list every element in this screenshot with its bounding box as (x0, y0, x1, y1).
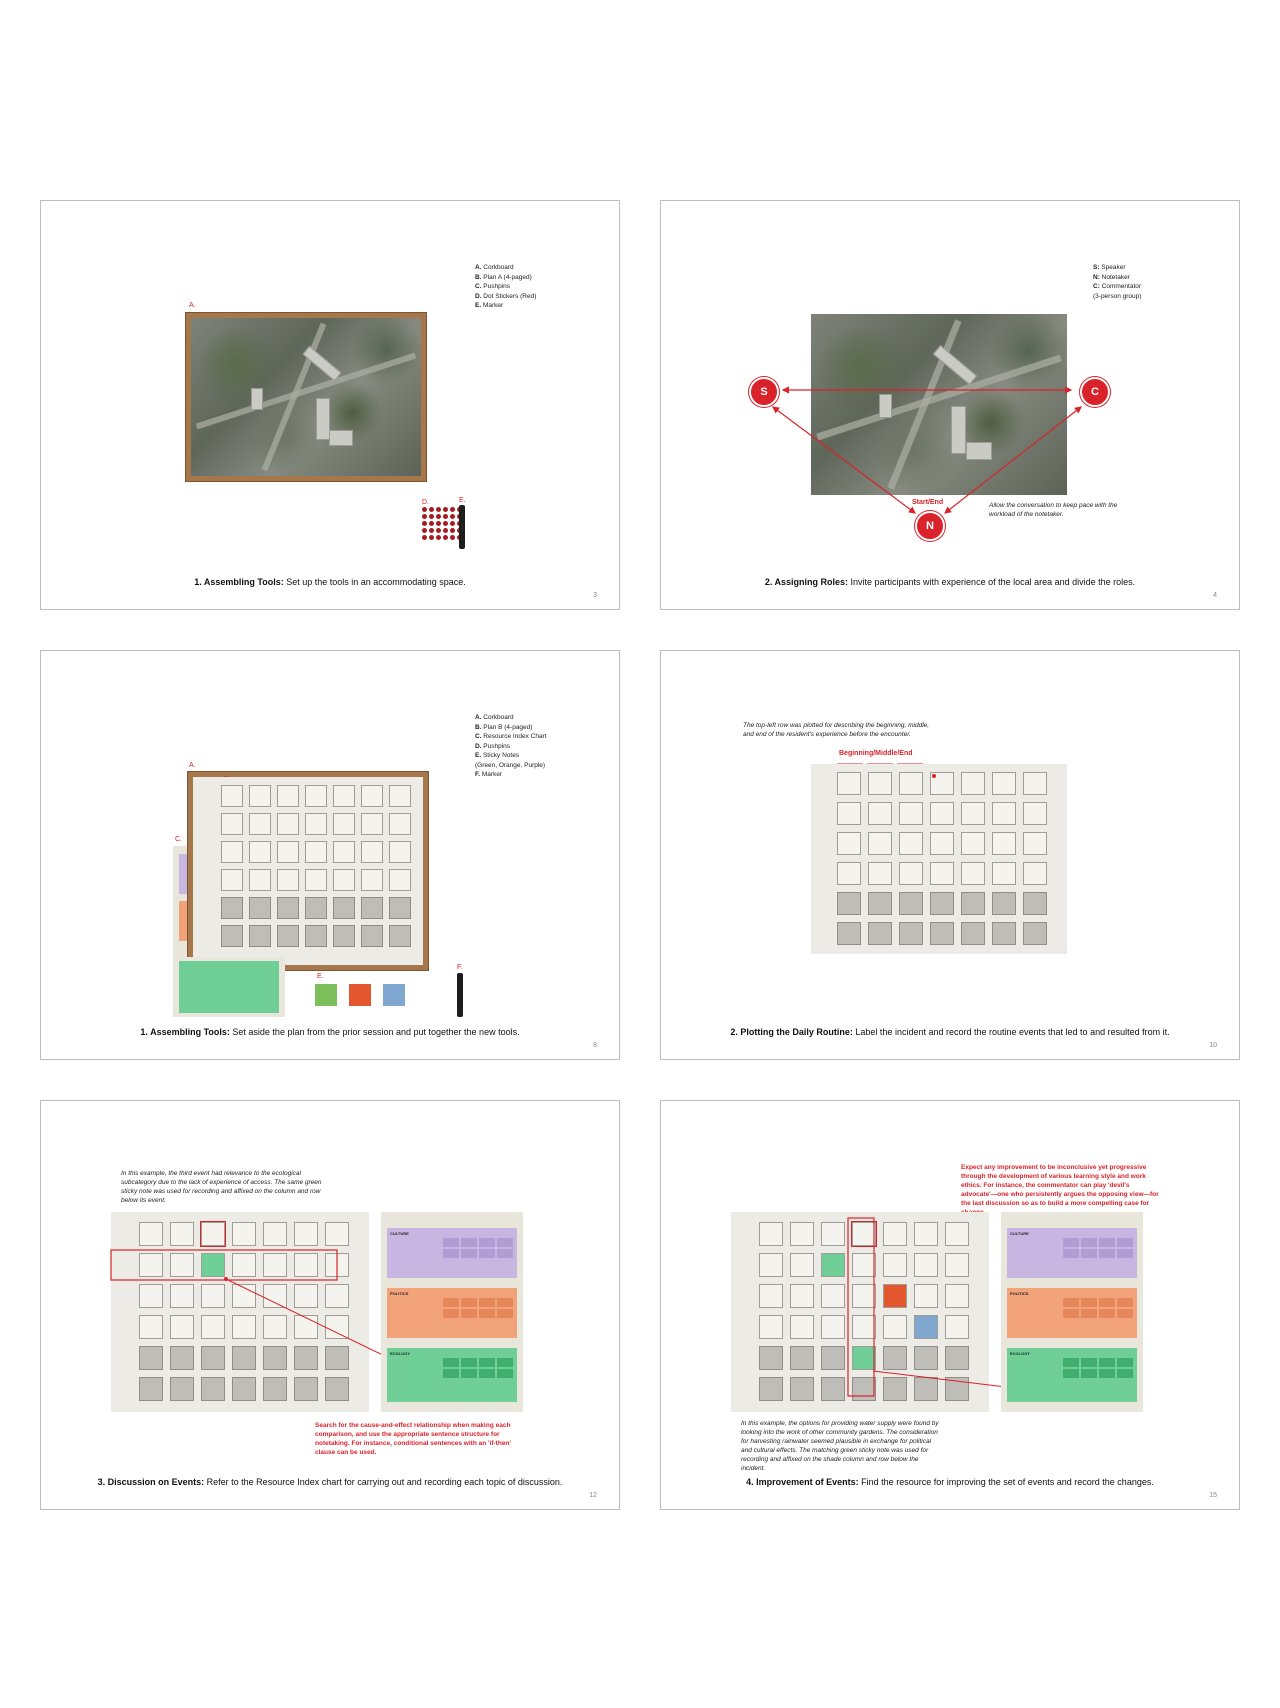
bme-label: Beginning/Middle/End (839, 750, 913, 757)
page-number: 3 (593, 592, 597, 599)
page-panel-15 (660, 1100, 1240, 1510)
speaker-node: S (749, 377, 779, 407)
plan-b-sheet (193, 777, 423, 965)
page-panel-3 (40, 200, 620, 610)
label-c: C. (175, 836, 182, 843)
improvement-red-note: Expect any improvement to be inconclusive yet progressive through the development of various learning style and work ethics. For instance, the commentator can play 'devil's advocate'—one who persistently argues the opposing view—for the last discussion so as to build a more compelling case for (961, 1164, 1159, 1207)
page-panel-4 (660, 200, 1240, 610)
discussion-red-note: Search for the cause-and-effect relationship when making each comparison, and use the appropriate sentence structure for notetaking. For instance, conditional sentences with an 'if-then' clause can be used. (315, 1422, 511, 1456)
page-panel-8 (40, 650, 620, 1060)
label-e: E. (317, 973, 324, 980)
sticky-note-blue (383, 984, 405, 1006)
marker-pen (457, 973, 463, 1017)
marker-pen (459, 505, 465, 549)
dot-stickers (422, 507, 462, 540)
notetaker-node: N (915, 511, 945, 541)
page-number: 15 (1209, 1492, 1217, 1499)
caption: 1. Assembling Tools: Set aside the plan from the prior session and put together the new tools. (140, 1027, 520, 1037)
caption: 1. Assembling Tools: Set up the tools in an accommodating space. (194, 577, 466, 587)
resource-index-chart: CULTURE POLITICS ECOLOGY (381, 1212, 523, 1412)
routine-note: The top-left row was plotted for describing the beginning, middle, and end of the resident's experience before the encounter. (743, 722, 930, 738)
plan-b-sheet (811, 764, 1067, 954)
caption: 2. Assigning Roles: Invite participants with experience of the local area and divide the roles. (764, 577, 1136, 587)
roles-note: Allow the conversation to keep pace with the workload of the notetaker. (989, 502, 1118, 518)
resource-index-chart: CULTURE POLITICS ECOLOGY (1001, 1212, 1143, 1412)
page-panel-10 (660, 650, 1240, 1060)
commentator-node: C (1080, 377, 1110, 407)
ecology-index-card (173, 957, 285, 1017)
caption: 2. Plotting the Daily Routine: Label the incident and record the routine events that led to and resulted from it. (730, 1027, 1170, 1037)
page-number: 4 (1213, 592, 1217, 599)
caption: 3. Discussion on Events: Refer to the Resource Index chart for carrying out and recording each topic of discussion. (97, 1477, 563, 1487)
label-d: D. (422, 499, 429, 506)
aerial-plan-a (191, 318, 421, 476)
label-e: E. (459, 497, 466, 504)
page-panel-12 (40, 1100, 620, 1510)
improvement-note: In this example, the options for providing water supply were found by looking into the work of other community gardens. The consideration for harvesting rainwater seemed plausible in exchange for political and cultural effects. The matching green sticky note was used for recording and affixed on the shade column and row below the incident. (741, 1420, 939, 1472)
start-end-label: Start/End (912, 499, 944, 506)
plan-b-grid (221, 785, 411, 947)
sticky-note-orange (349, 984, 371, 1006)
roles-legend: S: Speaker N: Notetaker C: Commentator (3-person group) (1093, 264, 1142, 300)
label-a: A. (189, 302, 196, 309)
caption: 4. Improvement of Events: Find the resource for improving the set of events and record the changes. (746, 1477, 1154, 1487)
label-a: A. (189, 762, 196, 769)
discussion-note: In this example, the third event had relevance to the ecological subcategory due to the lack of experience of access. The same green sticky note was used for recording and affixed on the column and row below its event. (121, 1170, 322, 1204)
page-number: 8 (593, 1042, 597, 1049)
routine-grid (837, 772, 1047, 945)
sticky-note-green (315, 984, 337, 1006)
page-number: 10 (1209, 1042, 1217, 1049)
page-number: 12 (589, 1492, 597, 1499)
label-f: F. (457, 964, 463, 971)
tools-legend: A. Corkboard B. Plan A (4-paged) C. Pushpins D. Dot Stickers (Red) E. Marker (475, 264, 537, 309)
tools-legend: A. Corkboard B. Plan B (4-paged) C. Resource Index Chart D. Pushpins E. Sticky Notes (Green, Orange, Purple) F. Marker (475, 714, 547, 778)
role-arrows (661, 201, 1241, 611)
